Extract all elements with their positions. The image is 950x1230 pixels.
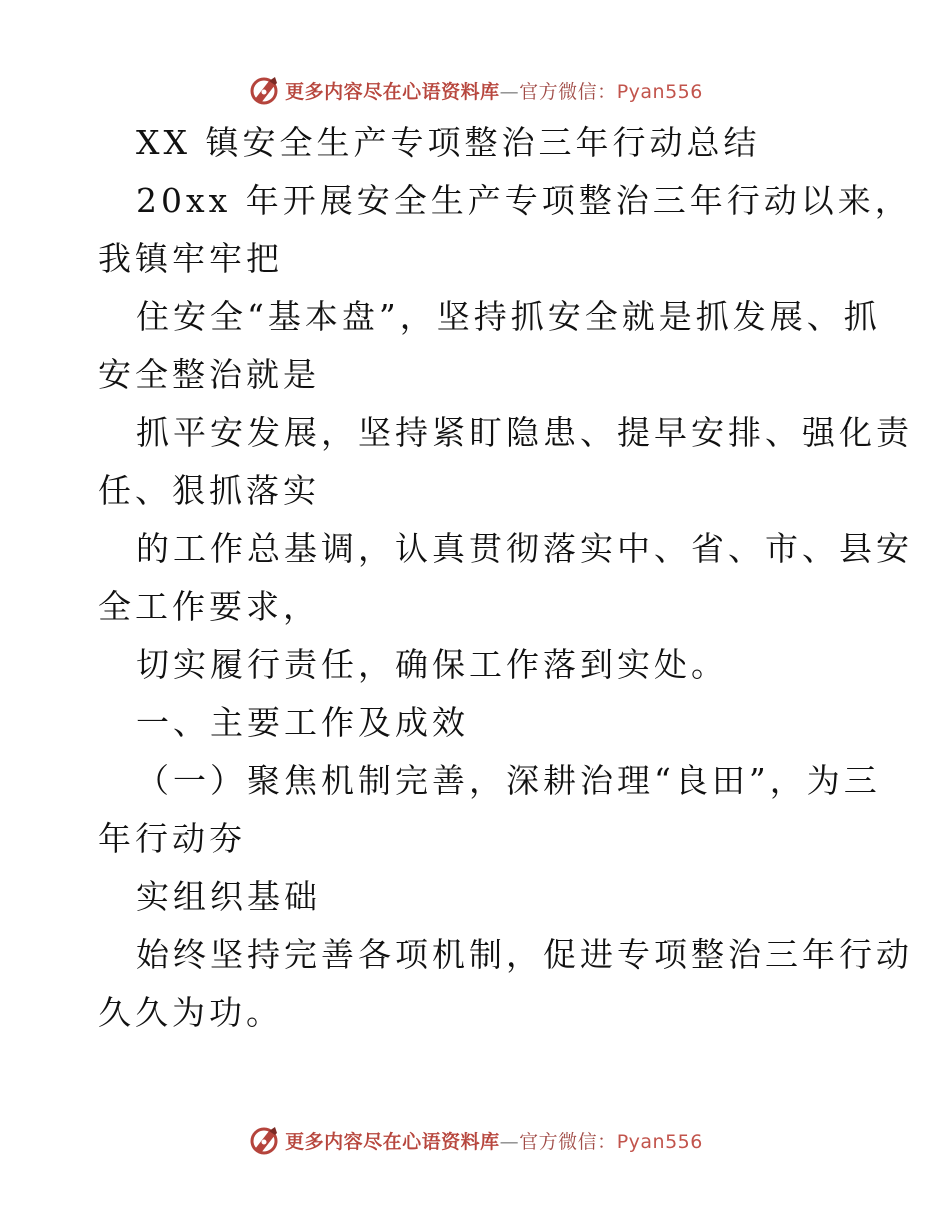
header-banner (0, 70, 950, 110)
paragraph-line: 久久为功。 (98, 993, 283, 1032)
banner-text (285, 1127, 703, 1154)
pen-nib-circle-icon (247, 73, 281, 107)
banner-wechat-label: 官方微信： (519, 80, 617, 103)
paragraph-line: 20xx 年开展安全生产专项整治三年行动以来， (136, 181, 912, 220)
banner-separator: — (499, 80, 520, 103)
footer-banner (0, 1120, 950, 1160)
subsection-heading: （一）聚焦机制完善，深耕治理“良田”，为三 (136, 761, 881, 800)
banner-title: 更多内容尽在心语资料库 (285, 1130, 500, 1153)
banner-wechat-label: 官方微信： (519, 1130, 617, 1153)
paragraph-line: 始终坚持完善各项机制，促进专项整治三年行动 (136, 935, 913, 974)
subsection-heading-cont: 实组织基础 (136, 877, 321, 916)
paragraph-line: 切实履行责任，确保工作落到实处。 (136, 645, 728, 684)
document-body (98, 114, 913, 1042)
document-title: XX 镇安全生产专项整治三年行动总结 (136, 123, 761, 162)
subsection-heading-cont: 年行动夯 (98, 819, 246, 858)
paragraph-line: 的工作总基调，认真贯彻落实中、省、市、县安 (136, 529, 913, 568)
banner-text (285, 77, 703, 104)
paragraph-line: 住安全“基本盘”，坚持抓安全就是抓发展、抓 (136, 297, 881, 336)
paragraph-line: 抓平安发展，坚持紧盯隐患、提早安排、强化责 (136, 413, 913, 452)
banner-wechat-id: Pyan556 (616, 80, 703, 103)
banner-separator: — (499, 1130, 520, 1153)
paragraph-line: 我镇牢牢把 (98, 239, 283, 278)
paragraph-line: 全工作要求， (98, 587, 320, 626)
paragraph-line: 安全整治就是 (98, 355, 320, 394)
paragraph-line: 任、狠抓落实 (98, 471, 320, 510)
pen-nib-circle-icon (247, 1123, 281, 1157)
banner-title: 更多内容尽在心语资料库 (285, 80, 500, 103)
banner-wechat-id: Pyan556 (616, 1130, 703, 1153)
section-heading: 一、主要工作及成效 (136, 703, 469, 742)
